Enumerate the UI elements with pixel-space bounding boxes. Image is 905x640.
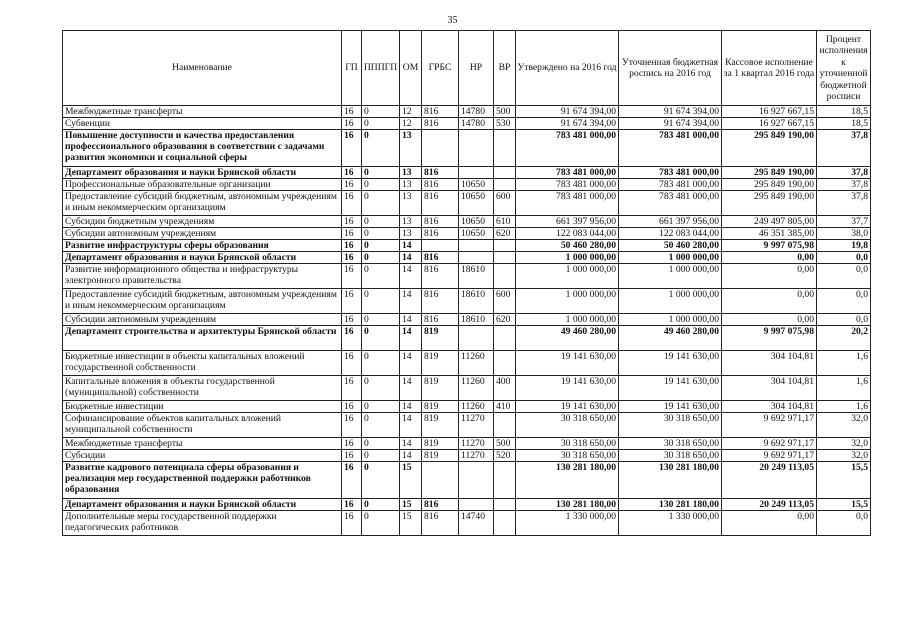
- cell-approved: 1 330 000,00: [516, 511, 619, 536]
- cell-approved: 30 318 650,00: [516, 413, 619, 438]
- cell-vr: 620: [494, 228, 516, 240]
- cell-gp: 16: [342, 511, 362, 536]
- cell-specified: 91 674 394,00: [619, 106, 722, 118]
- cell-approved: 91 674 394,00: [516, 118, 619, 130]
- cell-specified: 1 330 000,00: [619, 511, 722, 536]
- cell-pgp: 0: [362, 511, 400, 536]
- cell-np: [459, 499, 494, 511]
- cell-approved: 122 083 044,00: [516, 228, 619, 240]
- cell-vr: [494, 511, 516, 536]
- cell-gp: 16: [342, 326, 362, 351]
- cell-om: 14: [400, 450, 422, 462]
- table-row: [63, 240, 871, 252]
- cell-name: Повышение доступности и качества предоставления профессионального образования в соответствии с задачами развития экономики и социальной сферы: [63, 130, 342, 167]
- table-row: [63, 326, 871, 351]
- table-row: [63, 118, 871, 130]
- cell-approved: 1 000 000,00: [516, 314, 619, 326]
- cell-gp: 16: [342, 314, 362, 326]
- cell-name: Развитие информационного общества и инфраструктуры электронного правительства: [63, 264, 342, 289]
- cell-cash: 9 997 075,98: [722, 240, 817, 252]
- cell-name: Дополнительные меры государственной поддержки педагогических работников: [63, 511, 342, 536]
- table-row: [63, 130, 871, 167]
- cell-vr: [494, 264, 516, 289]
- cell-pgp: 0: [362, 450, 400, 462]
- cell-grbs: 816: [422, 106, 459, 118]
- cell-percent: 15,5: [817, 499, 871, 511]
- cell-np: 18610: [459, 289, 494, 314]
- cell-percent: 0,0: [817, 511, 871, 536]
- cell-gp: 16: [342, 264, 362, 289]
- cell-vr: 530: [494, 118, 516, 130]
- cell-pgp: 0: [362, 264, 400, 289]
- cell-percent: 38,0: [817, 228, 871, 240]
- cell-percent: 20,2: [817, 326, 871, 351]
- cell-specified: 1 000 000,00: [619, 314, 722, 326]
- cell-cash: 295 849 190,00: [722, 167, 817, 179]
- cell-pgp: 0: [362, 351, 400, 376]
- cell-name: Департамент образования и науки Брянской области: [63, 167, 342, 179]
- cell-np: [459, 167, 494, 179]
- cell-approved: 130 281 180,00: [516, 462, 619, 499]
- cell-cash: 0,00: [722, 314, 817, 326]
- cell-vr: 500: [494, 438, 516, 450]
- cell-specified: 130 281 180,00: [619, 462, 722, 499]
- cell-pgp: 0: [362, 462, 400, 499]
- cell-specified: 19 141 630,00: [619, 401, 722, 413]
- header-gp: ГП: [342, 31, 362, 106]
- header-percent: Процент исполнения к уточненной бюджетной росписи: [817, 31, 871, 106]
- cell-specified: 30 318 650,00: [619, 450, 722, 462]
- header-vr: ВР: [494, 31, 516, 106]
- cell-vr: [494, 499, 516, 511]
- cell-pgp: 0: [362, 289, 400, 314]
- cell-pgp: 0: [362, 438, 400, 450]
- cell-cash: 295 849 190,00: [722, 130, 817, 167]
- cell-om: 13: [400, 228, 422, 240]
- header-om: ОМ: [400, 31, 422, 106]
- cell-pgp: 0: [362, 106, 400, 118]
- cell-gp: 16: [342, 376, 362, 401]
- cell-percent: 15,5: [817, 462, 871, 499]
- cell-percent: 32,0: [817, 438, 871, 450]
- cell-pgp: 0: [362, 376, 400, 401]
- cell-gp: 16: [342, 289, 362, 314]
- cell-cash: 0,00: [722, 264, 817, 289]
- cell-om: 14: [400, 401, 422, 413]
- cell-approved: 1 000 000,00: [516, 264, 619, 289]
- cell-gp: 16: [342, 450, 362, 462]
- cell-percent: 37,8: [817, 179, 871, 191]
- cell-percent: 37,8: [817, 167, 871, 179]
- table-row: [63, 167, 871, 179]
- cell-grbs: 816: [422, 191, 459, 216]
- cell-pgp: 0: [362, 118, 400, 130]
- cell-om: 14: [400, 289, 422, 314]
- cell-grbs: 819: [422, 326, 459, 351]
- cell-cash: 9 692 971,17: [722, 450, 817, 462]
- cell-np: 10650: [459, 228, 494, 240]
- cell-om: 14: [400, 240, 422, 252]
- cell-name: Межбюджетные трансферты: [63, 438, 342, 450]
- cell-om: 14: [400, 351, 422, 376]
- cell-np: 10650: [459, 179, 494, 191]
- cell-pgp: 0: [362, 191, 400, 216]
- cell-percent: 1,6: [817, 401, 871, 413]
- cell-np: 18610: [459, 264, 494, 289]
- cell-vr: [494, 240, 516, 252]
- cell-vr: [494, 413, 516, 438]
- cell-np: 11270: [459, 413, 494, 438]
- cell-gp: 16: [342, 228, 362, 240]
- header-pgp: ПППГП: [362, 31, 400, 106]
- header-grbs: ГРБС: [422, 31, 459, 106]
- cell-np: 11270: [459, 438, 494, 450]
- cell-pgp: 0: [362, 167, 400, 179]
- cell-gp: 16: [342, 240, 362, 252]
- cell-specified: 30 318 650,00: [619, 413, 722, 438]
- cell-cash: 46 351 385,00: [722, 228, 817, 240]
- cell-percent: 32,0: [817, 450, 871, 462]
- cell-pgp: 0: [362, 401, 400, 413]
- cell-vr: 520: [494, 450, 516, 462]
- cell-grbs: 819: [422, 351, 459, 376]
- cell-cash: 9 692 971,17: [722, 413, 817, 438]
- cell-vr: 600: [494, 191, 516, 216]
- cell-grbs: 816: [422, 216, 459, 228]
- cell-np: [459, 240, 494, 252]
- table-header-row: [63, 31, 871, 106]
- cell-om: 15: [400, 511, 422, 536]
- cell-pgp: 0: [362, 228, 400, 240]
- cell-np: 10650: [459, 216, 494, 228]
- table-row: [63, 450, 871, 462]
- cell-om: 13: [400, 167, 422, 179]
- cell-om: 14: [400, 314, 422, 326]
- cell-np: 14740: [459, 511, 494, 536]
- cell-cash: 20 249 113,05: [722, 462, 817, 499]
- cell-percent: 0,0: [817, 264, 871, 289]
- cell-vr: 500: [494, 106, 516, 118]
- cell-om: 13: [400, 130, 422, 167]
- header-cash: Кассовое исполнение за 1 квартал 2016 года: [722, 31, 817, 106]
- table-row: [63, 511, 871, 536]
- cell-pgp: 0: [362, 130, 400, 167]
- cell-specified: 661 397 956,00: [619, 216, 722, 228]
- cell-percent: 37,8: [817, 191, 871, 216]
- cell-cash: 304 104,81: [722, 401, 817, 413]
- header-approved: Утверждено на 2016 год: [516, 31, 619, 106]
- cell-grbs: 816: [422, 499, 459, 511]
- cell-grbs: 816: [422, 167, 459, 179]
- cell-specified: 19 141 630,00: [619, 376, 722, 401]
- cell-grbs: 816: [422, 511, 459, 536]
- header-np: НР: [459, 31, 494, 106]
- table-row: [63, 314, 871, 326]
- cell-np: 11260: [459, 351, 494, 376]
- cell-np: [459, 130, 494, 167]
- cell-cash: 249 497 805,00: [722, 216, 817, 228]
- cell-name: Софинансирование объектов капитальных вложений муниципальной собственности: [63, 413, 342, 438]
- cell-pgp: 0: [362, 314, 400, 326]
- cell-np: 18610: [459, 314, 494, 326]
- cell-pgp: 0: [362, 326, 400, 351]
- cell-grbs: 816: [422, 118, 459, 130]
- cell-specified: 1 000 000,00: [619, 252, 722, 264]
- cell-om: 14: [400, 413, 422, 438]
- cell-grbs: [422, 462, 459, 499]
- cell-percent: 0,0: [817, 314, 871, 326]
- cell-cash: 0,00: [722, 252, 817, 264]
- cell-cash: 304 104,81: [722, 351, 817, 376]
- cell-gp: 16: [342, 191, 362, 216]
- cell-specified: 50 460 280,00: [619, 240, 722, 252]
- cell-om: 13: [400, 191, 422, 216]
- cell-vr: [494, 179, 516, 191]
- cell-specified: 783 481 000,00: [619, 191, 722, 216]
- cell-specified: 19 141 630,00: [619, 351, 722, 376]
- cell-percent: 32,0: [817, 413, 871, 438]
- cell-vr: [494, 326, 516, 351]
- cell-cash: 9 692 971,17: [722, 438, 817, 450]
- cell-grbs: 819: [422, 376, 459, 401]
- cell-specified: 783 481 000,00: [619, 179, 722, 191]
- cell-gp: 16: [342, 351, 362, 376]
- table-row: [63, 216, 871, 228]
- cell-gp: 16: [342, 499, 362, 511]
- table-row: [63, 179, 871, 191]
- cell-specified: 1 000 000,00: [619, 289, 722, 314]
- cell-specified: 783 481 000,00: [619, 130, 722, 167]
- cell-name: Субсидии автономным учреждениям: [63, 314, 342, 326]
- table-row: [63, 413, 871, 438]
- table-row: [63, 351, 871, 376]
- cell-np: 11270: [459, 450, 494, 462]
- table-row: [63, 191, 871, 216]
- cell-om: 12: [400, 118, 422, 130]
- page-number: 35: [447, 15, 458, 26]
- cell-np: 11260: [459, 376, 494, 401]
- table-row: [63, 264, 871, 289]
- cell-pgp: 0: [362, 413, 400, 438]
- cell-vr: [494, 462, 516, 499]
- cell-name: Департамент образования и науки Брянской области: [63, 252, 342, 264]
- cell-om: 15: [400, 499, 422, 511]
- table-row: [63, 401, 871, 413]
- cell-approved: 783 481 000,00: [516, 167, 619, 179]
- cell-np: 14780: [459, 106, 494, 118]
- cell-approved: 783 481 000,00: [516, 191, 619, 216]
- cell-approved: 661 397 956,00: [516, 216, 619, 228]
- cell-gp: 16: [342, 438, 362, 450]
- cell-np: [459, 462, 494, 499]
- cell-vr: [494, 130, 516, 167]
- cell-grbs: 816: [422, 228, 459, 240]
- cell-om: 15: [400, 462, 422, 499]
- cell-percent: 1,6: [817, 376, 871, 401]
- cell-om: 13: [400, 216, 422, 228]
- cell-approved: 19 141 630,00: [516, 376, 619, 401]
- cell-gp: 16: [342, 401, 362, 413]
- cell-name: Развитие инфраструктуры сферы образования: [63, 240, 342, 252]
- table-row: [63, 438, 871, 450]
- cell-approved: 783 481 000,00: [516, 179, 619, 191]
- table-row: [63, 289, 871, 314]
- cell-name: Департамент образования и науки Брянской области: [63, 499, 342, 511]
- cell-grbs: 819: [422, 401, 459, 413]
- table-row: [63, 376, 871, 401]
- cell-name: Капитальные вложения в объекты государственной (муниципальной) собственности: [63, 376, 342, 401]
- cell-gp: 16: [342, 106, 362, 118]
- cell-specified: 122 083 044,00: [619, 228, 722, 240]
- cell-om: 14: [400, 264, 422, 289]
- cell-name: Бюджетные инвестиции в объекты капитальных вложений государственной собственности: [63, 351, 342, 376]
- cell-pgp: 0: [362, 240, 400, 252]
- cell-vr: 410: [494, 401, 516, 413]
- cell-grbs: [422, 240, 459, 252]
- cell-name: Субсидии автономным учреждениям: [63, 228, 342, 240]
- cell-percent: 18,5: [817, 118, 871, 130]
- cell-specified: 130 281 180,00: [619, 499, 722, 511]
- cell-cash: 16 927 667,15: [722, 106, 817, 118]
- cell-approved: 783 481 000,00: [516, 130, 619, 167]
- cell-specified: 783 481 000,00: [619, 167, 722, 179]
- cell-name: Департамент строительства и архитектуры Брянской области: [63, 326, 342, 351]
- cell-vr: [494, 252, 516, 264]
- cell-specified: 1 000 000,00: [619, 264, 722, 289]
- cell-om: 14: [400, 252, 422, 264]
- cell-cash: 9 997 075,98: [722, 326, 817, 351]
- cell-name: Межбюджетные трансферты: [63, 106, 342, 118]
- table-row: [63, 106, 871, 118]
- table-row: [63, 252, 871, 264]
- cell-cash: 295 849 190,00: [722, 191, 817, 216]
- cell-pgp: 0: [362, 499, 400, 511]
- cell-gp: 16: [342, 462, 362, 499]
- cell-pgp: 0: [362, 252, 400, 264]
- cell-gp: 16: [342, 179, 362, 191]
- cell-approved: 30 318 650,00: [516, 438, 619, 450]
- cell-name: Бюджетные инвестиции: [63, 401, 342, 413]
- cell-approved: 1 000 000,00: [516, 289, 619, 314]
- cell-specified: 30 318 650,00: [619, 438, 722, 450]
- cell-vr: [494, 167, 516, 179]
- cell-percent: 18,5: [817, 106, 871, 118]
- header-specified: Уточненная бюджетная роспись на 2016 год: [619, 31, 722, 106]
- cell-gp: 16: [342, 216, 362, 228]
- cell-gp: 16: [342, 413, 362, 438]
- cell-vr: 600: [494, 289, 516, 314]
- cell-gp: 16: [342, 167, 362, 179]
- table-row: [63, 462, 871, 499]
- cell-cash: 16 927 667,15: [722, 118, 817, 130]
- table-row: [63, 499, 871, 511]
- table-row: [63, 228, 871, 240]
- cell-cash: 0,00: [722, 511, 817, 536]
- cell-pgp: 0: [362, 179, 400, 191]
- cell-approved: 1 000 000,00: [516, 252, 619, 264]
- cell-om: 14: [400, 438, 422, 450]
- cell-approved: 50 460 280,00: [516, 240, 619, 252]
- cell-np: [459, 252, 494, 264]
- cell-grbs: 816: [422, 314, 459, 326]
- cell-gp: 16: [342, 130, 362, 167]
- cell-percent: 19,8: [817, 240, 871, 252]
- cell-grbs: 816: [422, 179, 459, 191]
- cell-name: Профессиональные образовательные организации: [63, 179, 342, 191]
- cell-name: Предоставление субсидий бюджетным, автономным учреждениям и иным некоммерческим организациям: [63, 191, 342, 216]
- cell-approved: 30 318 650,00: [516, 450, 619, 462]
- cell-name: Развитие кадрового потенциала сферы образования и реализация мер государственной поддержки работников образования: [63, 462, 342, 499]
- cell-approved: 19 141 630,00: [516, 351, 619, 376]
- cell-gp: 16: [342, 118, 362, 130]
- cell-np: [459, 326, 494, 351]
- cell-approved: 49 460 280,00: [516, 326, 619, 351]
- cell-specified: 49 460 280,00: [619, 326, 722, 351]
- cell-name: Предоставление субсидий бюджетным, автономным учреждениям и иным некоммерческим организациям: [63, 289, 342, 314]
- cell-gp: 16: [342, 252, 362, 264]
- cell-name: Субсидии: [63, 450, 342, 462]
- cell-approved: 130 281 180,00: [516, 499, 619, 511]
- cell-specified: 91 674 394,00: [619, 118, 722, 130]
- cell-approved: 19 141 630,00: [516, 401, 619, 413]
- cell-name: Субсидии бюджетным учреждениям: [63, 216, 342, 228]
- cell-percent: 37,8: [817, 130, 871, 167]
- cell-om: 14: [400, 376, 422, 401]
- cell-cash: 20 249 113,05: [722, 499, 817, 511]
- cell-grbs: 816: [422, 289, 459, 314]
- cell-grbs: 819: [422, 450, 459, 462]
- cell-cash: 304 104,81: [722, 376, 817, 401]
- cell-grbs: 816: [422, 252, 459, 264]
- cell-cash: 0,00: [722, 289, 817, 314]
- budget-table: [62, 30, 871, 536]
- cell-cash: 295 849 190,00: [722, 179, 817, 191]
- cell-grbs: 816: [422, 264, 459, 289]
- cell-name: Субвенции: [63, 118, 342, 130]
- cell-om: 13: [400, 179, 422, 191]
- cell-grbs: 819: [422, 438, 459, 450]
- cell-om: 14: [400, 326, 422, 351]
- cell-percent: 0,0: [817, 289, 871, 314]
- cell-percent: 1,6: [817, 351, 871, 376]
- cell-np: 14780: [459, 118, 494, 130]
- cell-np: 10650: [459, 191, 494, 216]
- header-name: Наименование: [63, 31, 342, 106]
- cell-grbs: [422, 130, 459, 167]
- cell-om: 12: [400, 106, 422, 118]
- cell-pgp: 0: [362, 216, 400, 228]
- cell-vr: [494, 351, 516, 376]
- cell-vr: 620: [494, 314, 516, 326]
- cell-grbs: 819: [422, 413, 459, 438]
- cell-percent: 37,7: [817, 216, 871, 228]
- cell-np: 11260: [459, 401, 494, 413]
- cell-percent: 0,0: [817, 252, 871, 264]
- cell-vr: 400: [494, 376, 516, 401]
- cell-approved: 91 674 394,00: [516, 106, 619, 118]
- cell-vr: 610: [494, 216, 516, 228]
